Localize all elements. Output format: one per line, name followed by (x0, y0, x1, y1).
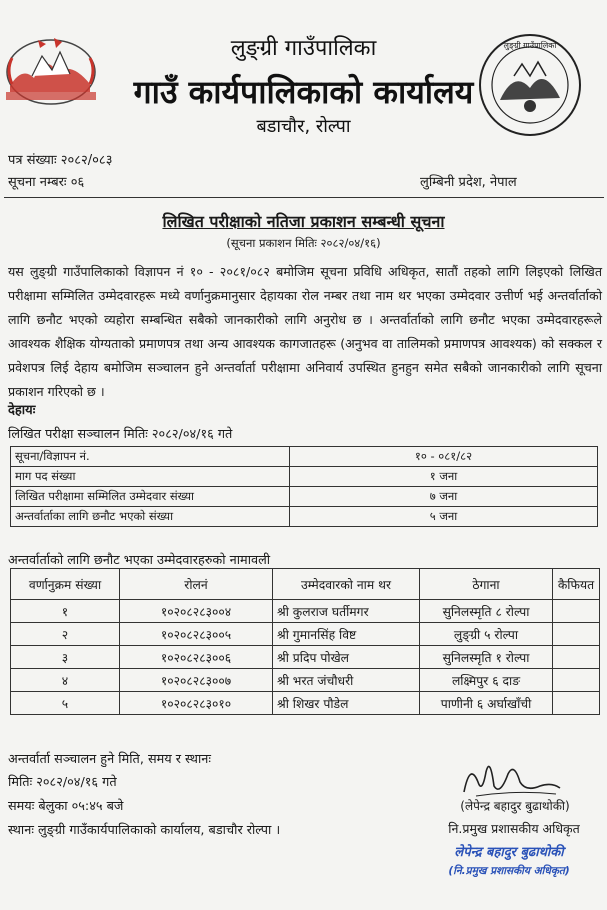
name-cell: श्री भरत जंचौधरी (273, 669, 420, 692)
address-cell: सुनिलस्मृति १ रोल्पा (420, 646, 553, 669)
remarks-cell (553, 692, 600, 715)
table-row (11, 447, 598, 467)
serial-cell: ३ (11, 646, 120, 669)
remarks-cell (553, 623, 600, 646)
address-cell: लुङ्ग्री ५ रोल्पा (420, 623, 553, 646)
roll-cell: १०२०८२८३०१० (120, 692, 273, 715)
remarks-cell (553, 600, 600, 623)
remarks-cell (553, 646, 600, 669)
interview-time: समयः बेलुका ०५:४५ बजे (8, 799, 124, 814)
summary-label: अन्तर्वार्ताका लागि छनौट भएको संख्या (11, 507, 290, 527)
column-header: कैफियत (553, 569, 600, 600)
column-header: उम्मेदवारको नाम थर (273, 569, 420, 600)
address-cell: लक्ष्मिपुर ६ दाङ (420, 669, 553, 692)
name-cell: श्री शिखर पौडेल (273, 692, 420, 715)
interview-place: स्थानः लुङ्ग्री गाउँकार्यपालिकाको कार्यालय, बडाचौर रोल्पा । (8, 823, 281, 838)
subject-text: लिखित परीक्षाको नतिजा प्रकाशन सम्बन्धी सूचना (162, 212, 445, 231)
officer-stamp-icon (414, 838, 604, 884)
publish-date: (सूचना प्रकाशन मितिः २०८२/०४/१६) (226, 236, 381, 250)
serial-cell: ५ (11, 692, 120, 715)
signature-icon (456, 752, 566, 802)
roll-cell: १०२०८२८३००४ (120, 600, 273, 623)
municipality-name: लुङ्ग्री गाउँपालिका (230, 36, 377, 61)
office-location: बडाचौर, रोल्पा (256, 116, 351, 137)
signer-title: नि.प्रमुख प्रशासकीय अधिकृत (448, 821, 580, 836)
summary-label: सूचना/विज्ञापन नं. (11, 447, 290, 467)
summary-table (10, 446, 598, 527)
roll-cell: १०२०८२८३००५ (120, 623, 273, 646)
table-row (11, 646, 600, 669)
table-row (11, 623, 600, 646)
address-cell: सुनिलस्मृति ८ रोल्पा (420, 600, 553, 623)
name-cell: श्री गुमानसिंह विष्ट (273, 623, 420, 646)
header-divider (4, 197, 604, 198)
table-row (11, 692, 600, 715)
column-header: वर्णानुक्रम संख्या (11, 569, 120, 600)
seal-label: लुङ्ग्री गाउँपालिका (503, 41, 557, 50)
stamp-title: (नि.प्रमुख प्रशासकीय अधिकृत) (448, 865, 570, 877)
summary-label: माग पद संख्या (11, 467, 290, 487)
table-row (11, 507, 598, 527)
summary-value: ७ जना (290, 487, 598, 507)
interview-date: मितिः २०८२/०४/१६ गते (8, 775, 117, 790)
dehaya-label: देहायः (8, 403, 36, 418)
name-cell: श्री कुलराज घर्तीमगर (273, 600, 420, 623)
remarks-cell (553, 669, 600, 692)
table-row (11, 487, 598, 507)
summary-value: १० - ०८१/८२ (290, 447, 598, 467)
candidate-table (10, 568, 600, 715)
notice-subject (0, 210, 607, 232)
column-header: ठेगाना (420, 569, 553, 600)
interview-heading: अन्तर्वार्ता सञ्चालन हुने मिति, समय र स्थानः (8, 752, 211, 767)
table-row (11, 669, 600, 692)
summary-label: लिखित परीक्षामा सम्मिलित उम्मेदवार संख्या (11, 487, 290, 507)
roll-cell: १०२०८२८३००६ (120, 646, 273, 669)
serial-cell: १ (11, 600, 120, 623)
serial-cell: ४ (11, 669, 120, 692)
office-name: गाउँ कार्यपालिकाको कार्यालय (133, 73, 474, 111)
table-row (11, 600, 600, 623)
candidate-list-title: अन्तर्वार्ताको लागि छनौट भएका उम्मेदवारहरुको नामावली (8, 553, 271, 568)
exam-date: लिखित परीक्षा सञ्चालन मितिः २०८२/०४/१६ गते (8, 427, 233, 442)
table-header-row (11, 569, 600, 600)
roll-cell: १०२०८२८३००७ (120, 669, 273, 692)
stamp-name: लेपेन्द्र बहादुर बुढाथोकी (454, 845, 564, 860)
letter-number: पत्र संख्याः २०८२/०८३ (8, 153, 113, 168)
signer-name: (लेपेन्द्र बहादुर बुढाथोकी) (460, 799, 570, 813)
notice-number: सूचना नम्बरः ०६ (8, 175, 85, 190)
notice-body: यस लुङ्ग्री गाउँपालिकाको विज्ञापन नं १० - २०८१/०८२ बमोजिम सूचना प्रविधि अधिकृत, सातौं तहको लागि लिइएको लिखित परीक्षामा सम्मिलित उम्मेदवारहरू मध्ये वर्णानुक्रमानुसार देहायका रोल नम्बर तथा नाम थर भएका उम्मेदवार उत्तीर्ण भई अन्तर्वार्ताको लागि छनौट भएको व्यहोरा सम्बन्धित सबैको जानकारीको लागि अनुरोध छ । अन्तर्वार्ताको लागि छनौट भएका उम्मेदवारहरूले आवश्यक शैक्षिक योग्यताको प्रमाणपत्र तथा अन्य आवश्यक कागजातहरू (अनुभव वा तालिमको प्रमाणपत्र आवश्यक) को सक्कल र प्रवेशपत्र लिई देहाय बमोजिम सञ्चालन हुने अन्तर्वार्ता परीक्षामा अनिवार्य उपस्थित हुनहुन समेत सबैको जानकारीको लागि सूचना प्रकाशन गरिएको छ । (8, 264, 602, 399)
summary-value: ५ जना (290, 507, 598, 527)
table-row (11, 467, 598, 487)
province-label: लुम्बिनी प्रदेश, नेपाल (420, 175, 517, 190)
column-header: रोलनं (120, 569, 273, 600)
address-cell: पाणीनी ६ अर्घाखाँची (420, 692, 553, 715)
serial-cell: २ (11, 623, 120, 646)
name-cell: श्री प्रदिप पोखेल (273, 646, 420, 669)
summary-value: १ जना (290, 467, 598, 487)
